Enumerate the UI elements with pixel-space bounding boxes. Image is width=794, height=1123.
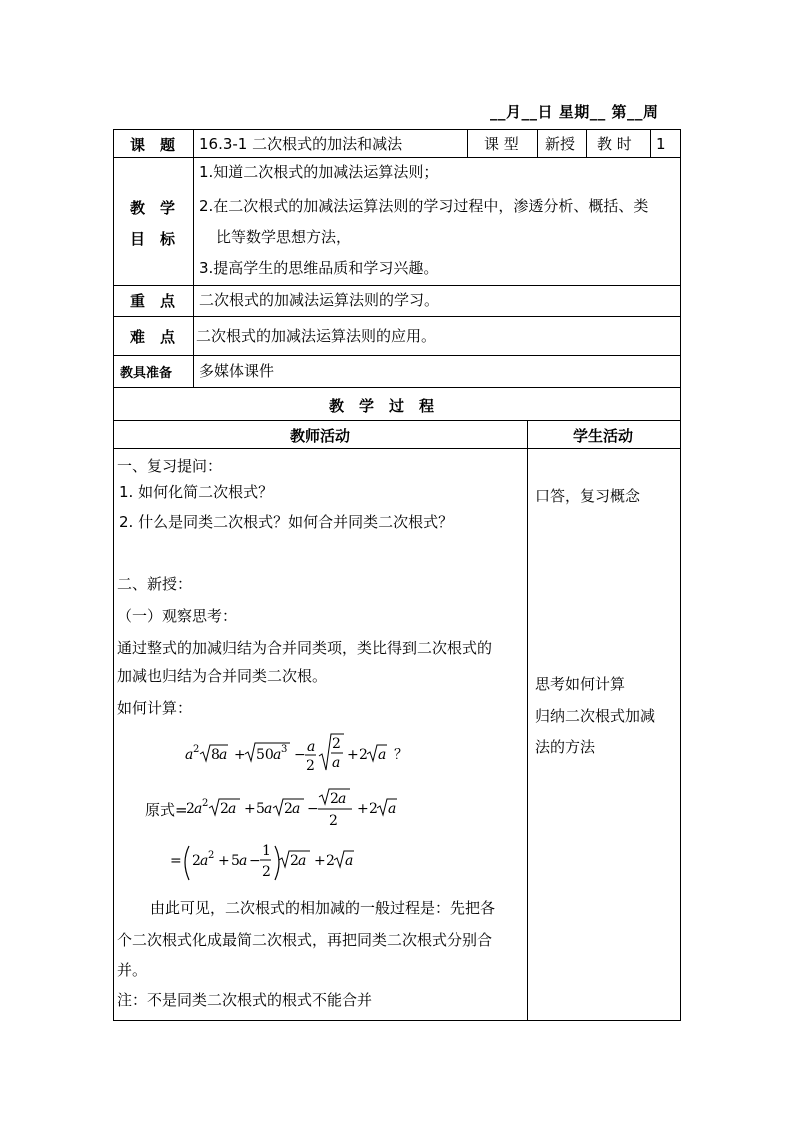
formula-step-1 [186,788,406,836]
difficulty-value: 二次根式的加减法运算法则的应用。 [196,327,437,345]
svg-text:2: 2 [359,747,368,763]
svg-text:2: 2 [326,853,335,869]
svg-text:=: = [170,853,182,869]
hours-value: 1 [656,135,666,153]
goal-item-1: 1.知道二次根式的加减法运算法则； [199,163,439,181]
svg-text:2: 2 [332,736,341,752]
svg-text:a: a [194,801,203,817]
svg-text:a: a [264,801,273,817]
svg-text:a: a [273,747,282,763]
svg-text:a: a [307,739,316,755]
svg-text:3: 3 [281,744,288,755]
how-to-calculate: 如何计算： [117,699,193,717]
note: 注：不是同类二次根式的根式不能合并 [117,991,373,1009]
svg-text:a: a [185,747,194,763]
materials-value: 多媒体课件 [199,362,275,380]
original-expression-label: 原式= [145,801,188,819]
conclusion-line-2: 个二次根式化成最简二次根式，再把同类二次根式分别合 [117,931,493,949]
materials-label: 教具准备 [120,366,173,381]
student-answer-3-line-1: 归纳二次根式加减 [535,707,656,725]
svg-text:2: 2 [192,853,201,869]
teacher-activity-header: 教师活动 [290,427,351,445]
svg-text:？: ？ [394,747,408,763]
student-answer-1: 口答，复习概念 [535,487,641,505]
formula-step-2 [168,838,368,886]
student-answer-3-line-2: 法的方法 [535,738,596,756]
svg-text:2: 2 [262,864,271,880]
type-label: 课 型 [484,135,519,153]
date-week-line: __月__日 星期__ 第__周 [490,103,659,121]
svg-text:a: a [345,853,354,869]
svg-text:−: − [249,853,261,869]
goal-item-2: 2.在二次根式的加减法运算法则的学习过程中，渗透分析、概括、类 [199,197,649,215]
svg-text:+: + [244,801,256,817]
svg-text:a: a [228,801,237,817]
svg-text:2: 2 [369,801,378,817]
svg-text:2: 2 [290,853,299,869]
svg-text:a: a [200,853,209,869]
key-point-label: 重 点 [130,292,176,310]
subject-value: 16.3-1 二次根式的加法和减法 [199,135,403,153]
svg-text:+: + [357,801,369,817]
svg-text:a: a [378,747,387,763]
new-lesson-title: 二、新授： [117,575,193,593]
svg-text:2: 2 [220,801,229,817]
svg-text:5: 5 [256,801,265,817]
conclusion-line-1: 由此可见，二次根式的相加减的一般过程是：先把各 [150,899,496,917]
svg-text:a: a [388,801,397,817]
svg-text:50: 50 [256,747,274,763]
svg-text:2: 2 [330,791,339,807]
svg-text:a: a [239,853,248,869]
goals-label-line2: 目 标 [130,230,176,248]
svg-text:2: 2 [208,850,215,861]
svg-text:a: a [219,747,228,763]
svg-text:2: 2 [284,801,293,817]
svg-text:2: 2 [202,798,209,809]
student-answer-2: 思考如何计算 [535,675,626,693]
svg-text:1: 1 [262,843,271,859]
student-activity-header: 学生活动 [573,427,634,445]
process-title: 教 学 过 程 [329,397,435,415]
svg-text:a: a [298,853,307,869]
goal-item-3: 3.提高学生的思维品质和学习兴趣。 [199,259,439,277]
formula-expression [180,728,420,774]
review-question-1: 1. 如何化简二次根式？ [119,483,274,501]
svg-text:+: + [347,747,359,763]
review-question-2: 2. 什么是同类二次根式？如何合并同类二次根式？ [119,513,454,531]
svg-text:2: 2 [306,758,315,774]
svg-text:−: − [294,747,306,763]
goal-item-2-cont: 比等数学思想方法， [216,228,352,246]
paragraph-1-line-2: 加减也归结为合并同类二次根。 [117,667,328,685]
svg-text:2: 2 [186,801,195,817]
subject-label: 课 题 [130,136,176,154]
svg-text:−: − [307,801,319,817]
key-point-value: 二次根式的加减法运算法则的学习。 [199,291,440,309]
svg-text:+: + [314,853,326,869]
svg-text:+: + [218,853,230,869]
svg-text:8: 8 [211,747,220,763]
svg-text:2: 2 [193,744,200,755]
svg-text:a: a [332,755,341,771]
svg-text:a: a [338,791,347,807]
svg-text:+: + [234,747,246,763]
type-value: 新授 [545,135,576,153]
paragraph-1-line-1: 通过整式的加减归结为合并同类项，类比得到二次根式的 [117,639,493,657]
svg-text:5: 5 [231,853,240,869]
review-title: 一、复习提问： [117,457,223,475]
conclusion-line-3: 并。 [117,961,148,979]
svg-text:a: a [292,801,301,817]
goals-label-line1: 教 学 [130,199,176,217]
difficulty-label: 难 点 [130,328,176,346]
observe-subtitle: （一）观察思考： [117,607,238,625]
hours-label: 教 时 [597,135,632,153]
svg-text:2: 2 [329,813,338,829]
